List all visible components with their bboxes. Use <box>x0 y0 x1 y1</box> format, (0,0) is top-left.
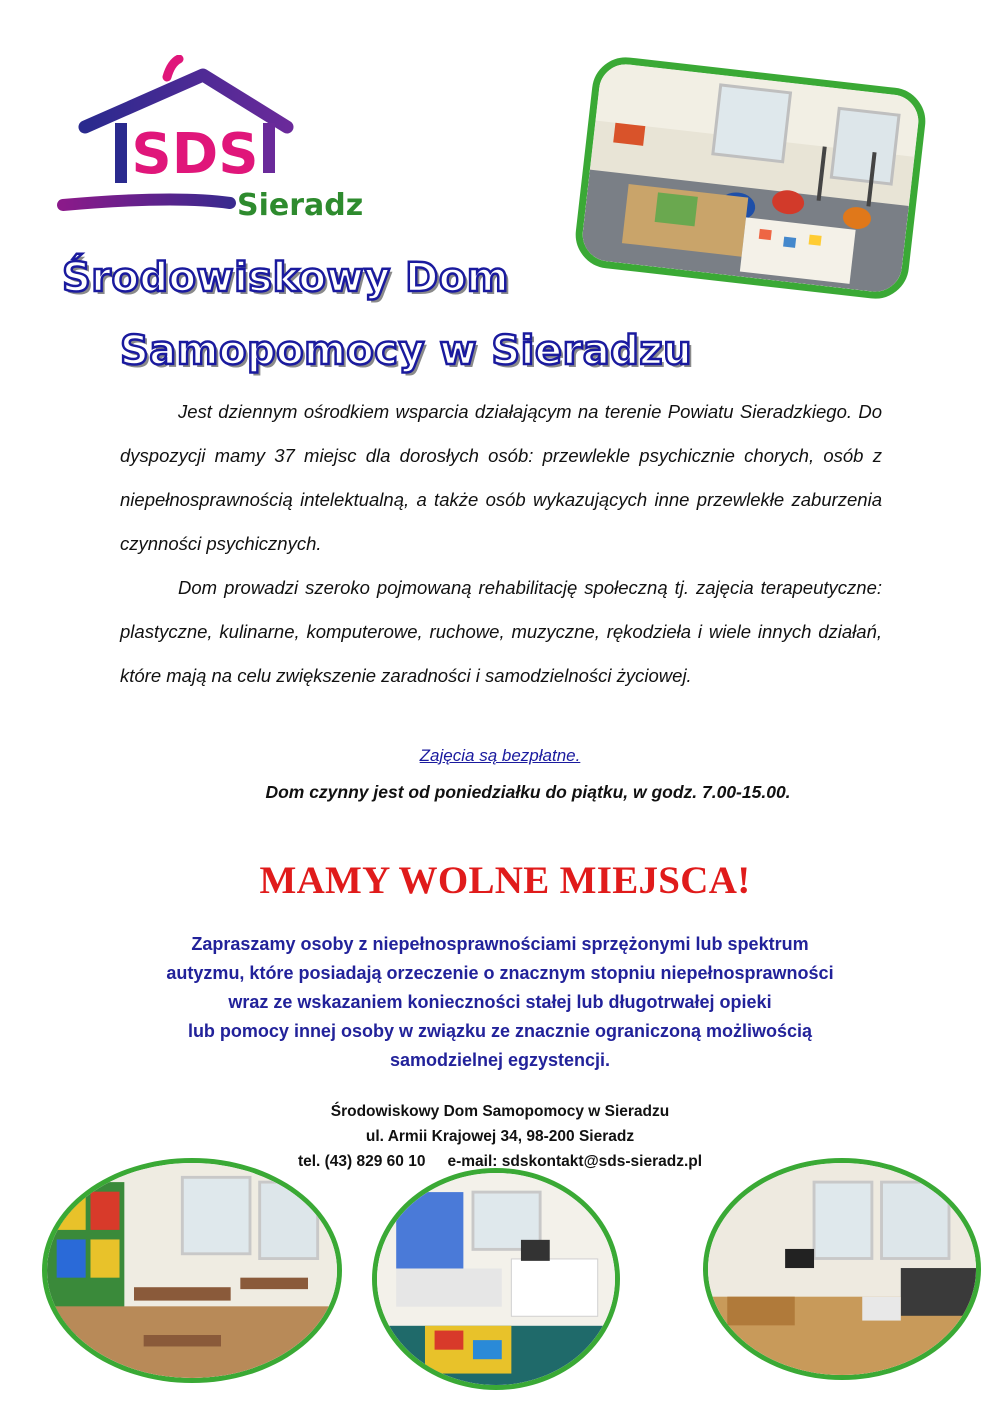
page-title-line-2: Samopomocy w Sieradzu <box>120 328 693 374</box>
invitation-line: samodzielnej egzystencji. <box>389 1050 611 1070</box>
invitation-line: lub pomocy innej osoby w związku ze znacznie ograniczoną możliwością <box>187 1021 813 1041</box>
rehabilitation-paragraph: Dom prowadzi szeroko pojmowaną rehabilitację społeczną tj. zajęcia terapeutyczne: plastyczne, kulinarne, komputerowe, ruchowe, muzyczne, rękodzieła i wiele innych działań, które mają na celu zwiększenie zaradności i samodzielności życiowej. <box>120 577 882 686</box>
invitation-text <box>100 930 900 1075</box>
invitation-line: autyzmu, które posiadają orzeczenie o znacznym stopniu niepełnosprawności <box>166 963 834 983</box>
computer-room-photo <box>372 1168 620 1390</box>
opening-hours-note: Dom czynny jest od poniedziałku do piątku, w godz. 7.00-15.00. <box>265 782 791 802</box>
gym-room-photo <box>572 54 929 303</box>
contact-address: ul. Armii Krajowej 34, 98-200 Sieradz <box>365 1128 635 1145</box>
invitation-line: wraz ze wskazaniem konieczności stałej lub długotrwałej opieki <box>228 992 772 1012</box>
invitation-line: Zapraszamy osoby z niepełnosprawnościami sprzężonymi lub spektrum <box>191 934 809 954</box>
contact-phone: tel. (43) 829 60 10 <box>297 1153 426 1170</box>
page-title-line-1: Środowiskowy Dom <box>62 255 509 301</box>
logo-city: Sieradz <box>237 188 364 223</box>
lounge-room-photo <box>703 1158 981 1380</box>
contact-email: e-mail: sdskontakt@sds-sieradz.pl <box>447 1153 703 1170</box>
description-paragraph: Jest dziennym ośrodkiem wsparcia działającym na terenie Powiatu Sieradzkiego. Do dyspozycji mamy 37 miejsc dla dorosłych osób: przewlekle psychicznie chorych, osób z niepełnosprawnością intelektualną, a także osób wykazujących inne przewlekłe zaburzenia czynności psychicznych. <box>120 401 882 554</box>
classroom-photo <box>42 1158 342 1383</box>
logo-acronym: SDS <box>131 122 259 187</box>
sds-logo <box>55 55 365 225</box>
contact-name: Środowiskowy Dom Samopomocy w Sieradzu <box>330 1103 670 1120</box>
vacancies-headline: MAMY WOLNE MIEJSCA! <box>259 859 751 902</box>
free-classes-note: Zajęcia są bezpłatne. <box>419 746 581 765</box>
